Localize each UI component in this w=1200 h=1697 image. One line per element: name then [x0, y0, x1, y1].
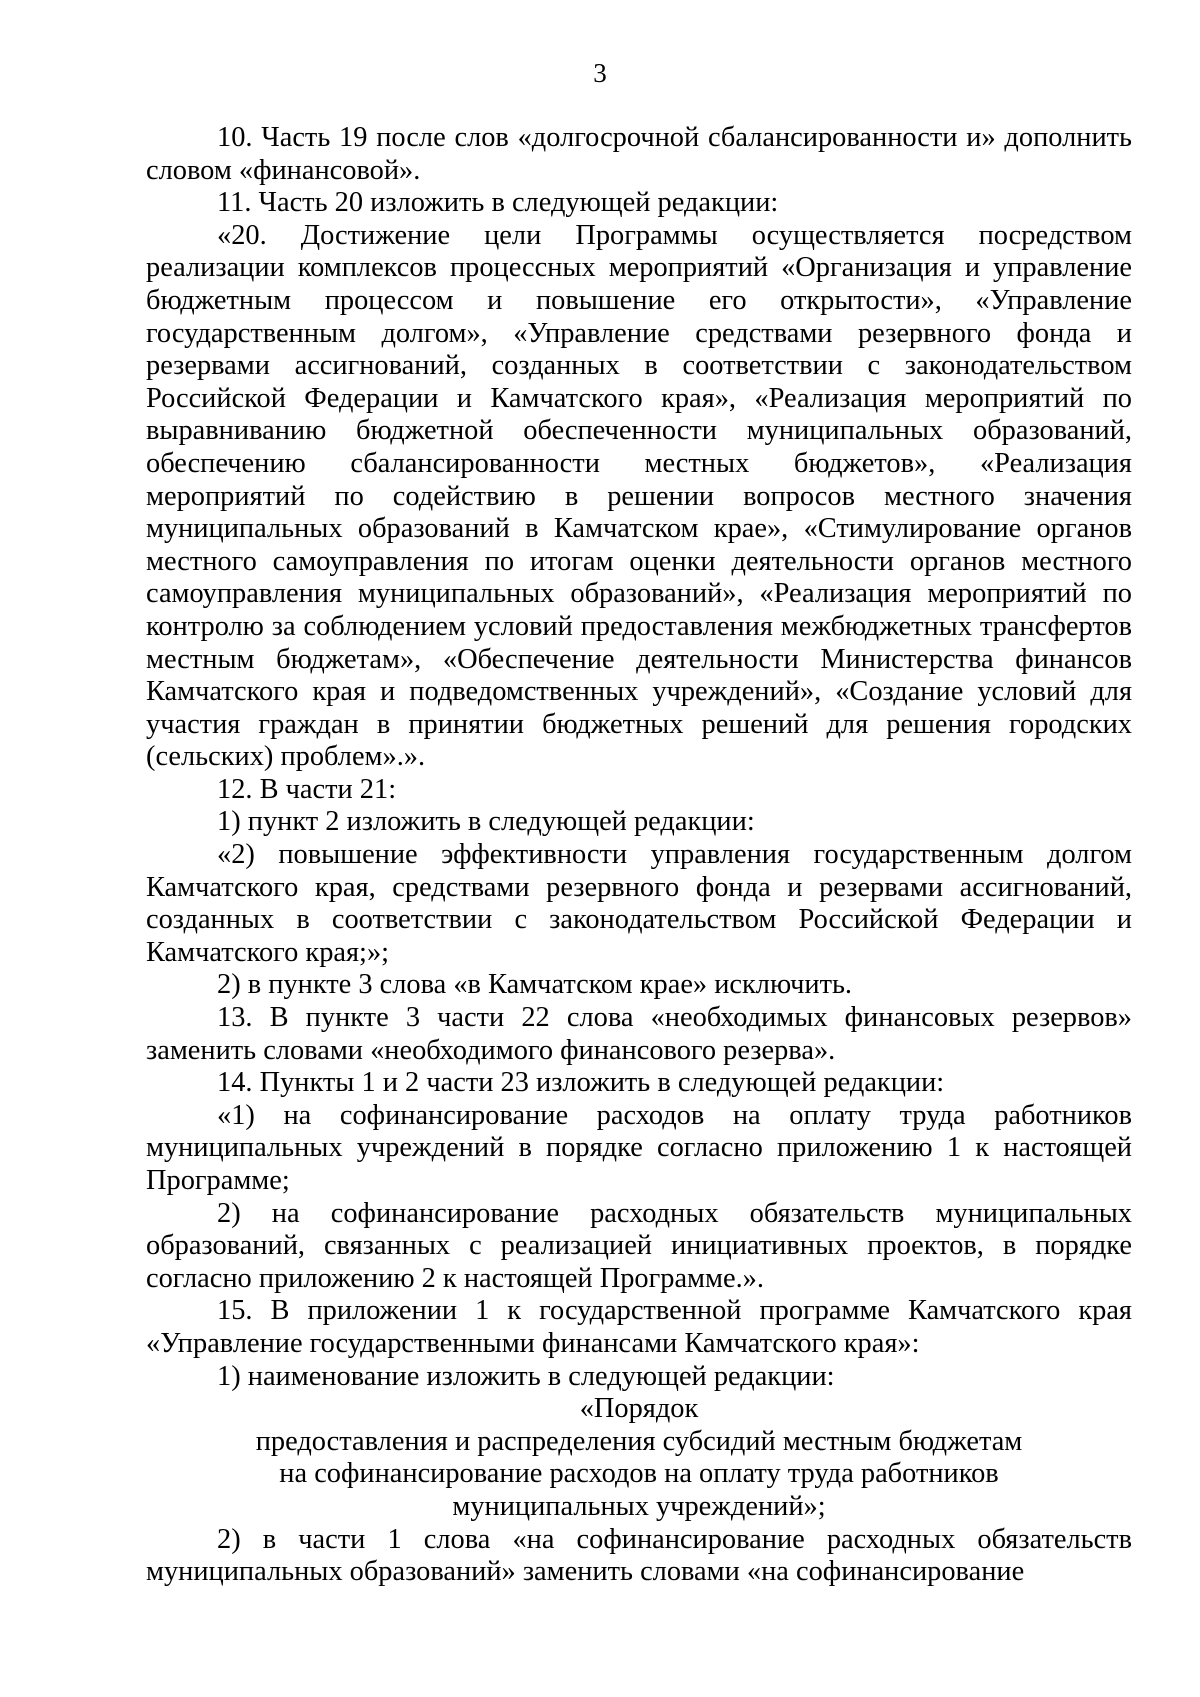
paragraph-12-item-1: 1) пункт 2 изложить в следующей редакции:: [217, 806, 755, 838]
paragraph-12-item-2: 2) в пункте 3 слова «в Камчатском крае» исключить.: [217, 969, 853, 1001]
paragraph-14-item-1: «1) на софинансирование расходов на оплату труда работников муниципальных учреждений в порядке согласно приложению 1 к настоящей Программе;: [146, 1099, 1132, 1196]
title-line-2: предоставления и распределения субсидий местным бюджетам: [255, 1425, 1023, 1457]
title-line-1: «Порядок: [579, 1393, 699, 1425]
paragraph-15-item-1: 1) наименование изложить в следующей редакции:: [217, 1360, 835, 1392]
paragraph-14-item-2: 2) на софинансирование расходных обязательств муниципальных образований, связанных с реализацией инициативных проектов, в порядке согласно приложению 2 к настоящей Программе.».: [146, 1197, 1132, 1294]
paragraph-20-text: «20. Достижение цели Программы осуществляется посредством реализации комплексов процессных мероприятий «Организация и управление бюджетным процессом и повышение его открытости», «Управление государственным долгом», «Управление средствами резервного фонда и резервами ассигнований, созданных в соответствии с законодательством Российской Федерации и Камчатского края», «Реализация мероприятий по выравниванию бюджетной обеспеченности муниципальных образований, обеспечению сбалансированности местных бюджетов», «Реализация мероприятий по содействию в решении вопросов местного значения муниципальных образований в Камчатском крае», «Стимулирование органов местного самоуправления по итогам оценки деятельности органов местного самоуправления муниципальных образований», «Реализация мероприятий по контролю за соблюдением условий предоставления межбюджетных трансфертов местным бюджетам», «Обеспечение деятельности Министерства финансов Камчатского края и подведомственных учреждений», «Создание условий для участия граждан в принятии бюджетных решений для решения городских (сельских) проблем».».: [146, 219, 1132, 773]
paragraph-15-item-2: 2) в части 1 слова «на софинансирование расходных обязательств муниципальных образований» заменить словами «на софинансирование: [146, 1523, 1132, 1588]
paragraph-14: 14. Пункты 1 и 2 части 23 изложить в следующей редакции:: [217, 1067, 945, 1099]
title-line-4: муниципальных учреждений»;: [452, 1490, 826, 1522]
page-number: 3: [593, 58, 607, 88]
paragraph-10: 10. Часть 19 после слов «долгосрочной сбалансированности и» дополнить словом «финансовой».: [146, 122, 1132, 186]
paragraph-12-item-1-text: «2) повышение эффективности управления государственным долгом Камчатского края, средствами резервного фонда и резервами ассигнований, созданных в соответствии с законодательством Российской Федерации и Камчатского края;»;: [146, 839, 1132, 968]
paragraph-15: 15. В приложении 1 к государственной программе Камчатского края «Управление государственными финансами Камчатского края»:: [146, 1295, 1132, 1359]
document-body: [146, 122, 1132, 1589]
paragraph-11: 11. Часть 20 изложить в следующей редакции:: [217, 187, 779, 219]
title-line-3: на софинансирование расходов на оплату труда работников: [279, 1458, 999, 1490]
paragraph-12: 12. В части 21:: [217, 773, 397, 805]
paragraph-13: 13. В пункте 3 части 22 слова «необходимых финансовых резервов» заменить словами «необходимого финансового резерва».: [146, 1002, 1132, 1066]
